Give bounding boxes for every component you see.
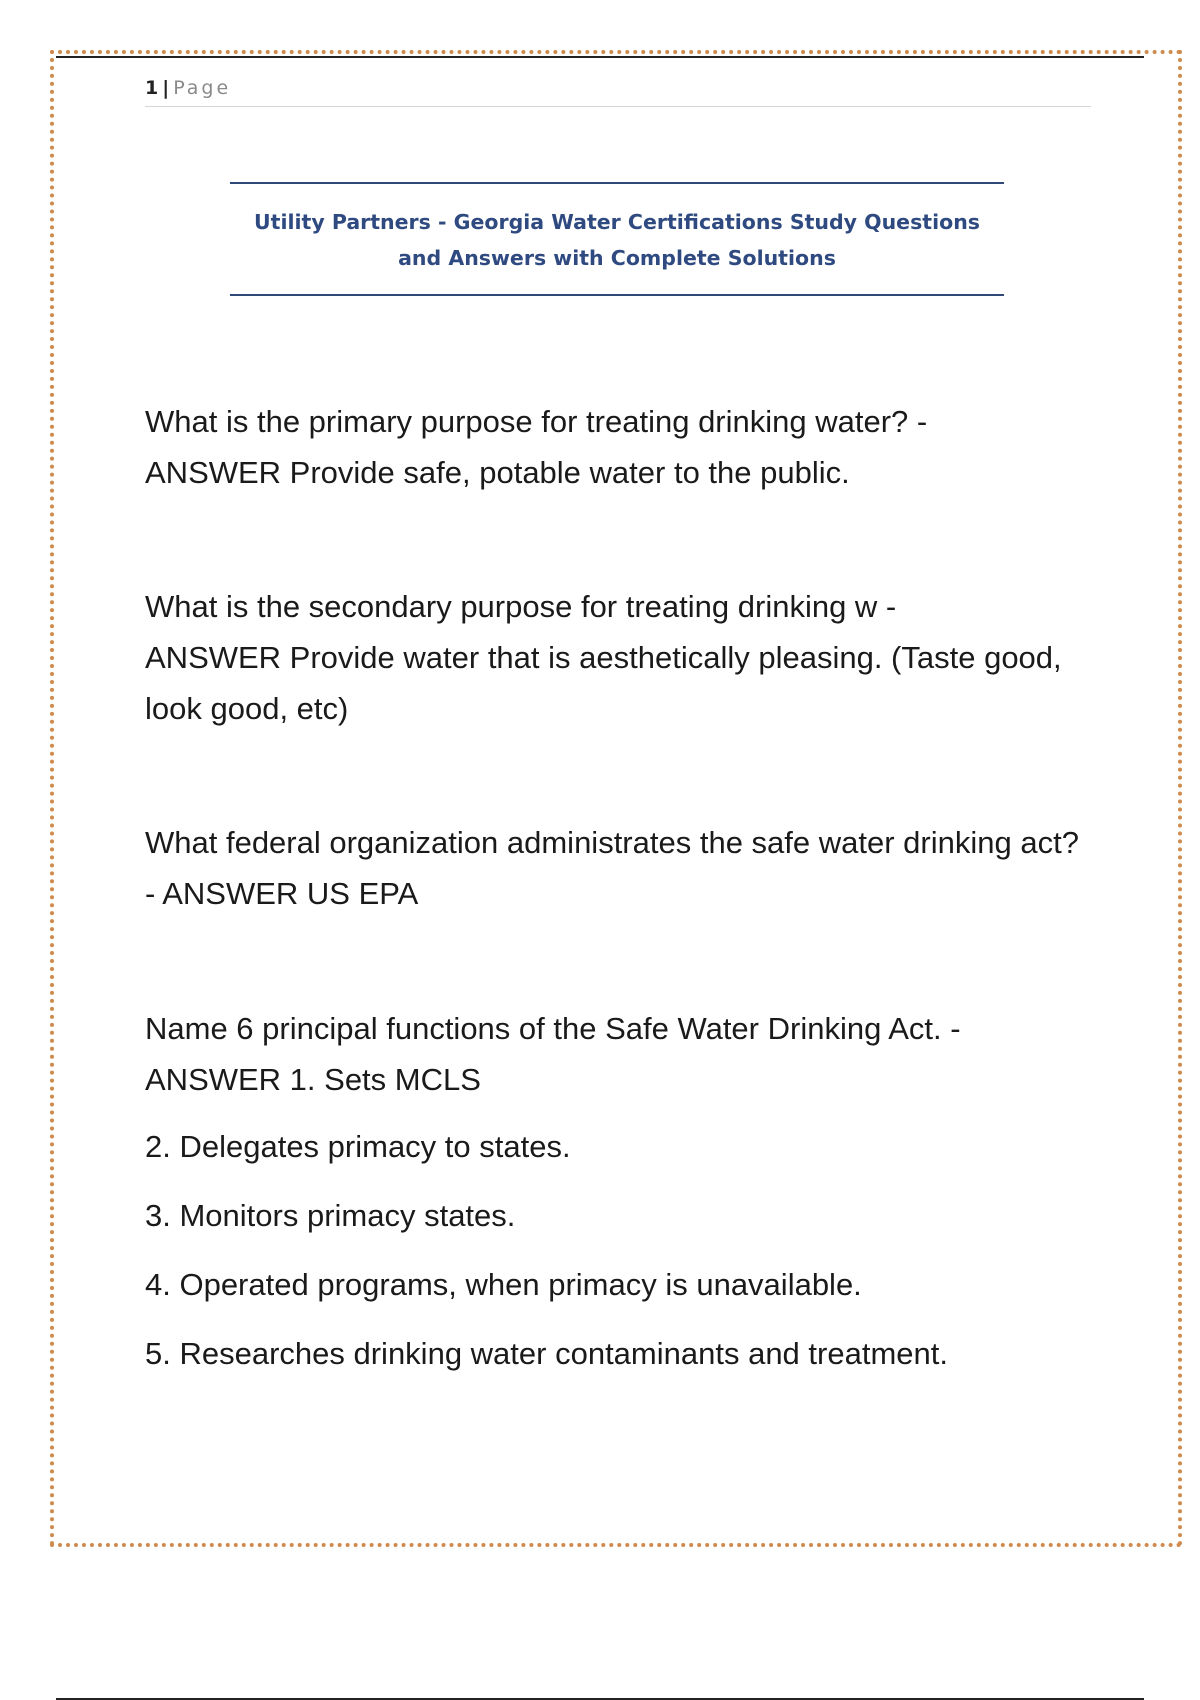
question-text: What federal organization administrates the safe water drinking act? - (145, 825, 1079, 911)
qa-content (145, 396, 1095, 1379)
title-line-1: Utility Partners - Georgia Water Certifications Study Questions (254, 210, 980, 234)
qa-item-3 (145, 817, 1095, 919)
list-item: 5. Researches drinking water contaminants and treatment. (145, 1336, 948, 1371)
question-text: What is the secondary purpose for treating drinking w - (145, 589, 897, 624)
document-title (230, 182, 1004, 296)
qa-item-2 (145, 581, 1095, 734)
qa-item-1 (145, 396, 1095, 498)
top-divider (56, 56, 1144, 58)
answer-text: ANSWER US EPA (162, 876, 419, 911)
page-label: Page (173, 77, 232, 99)
page-number: 1 (145, 77, 159, 99)
page-separator: | (162, 77, 170, 99)
answer-text: ANSWER Provide safe, potable water to the public. (145, 455, 850, 490)
list-item: 4. Operated programs, when primacy is unavailable. (145, 1267, 862, 1302)
answer-text: ANSWER 1. Sets MCLS (145, 1062, 481, 1097)
title-line-2: and Answers with Complete Solutions (398, 246, 836, 270)
qa-item-4 (145, 1003, 1095, 1105)
question-text: What is the primary purpose for treating drinking water? - (145, 404, 928, 439)
page-header (145, 74, 1091, 107)
answer-text: ANSWER Provide water that is aesthetically pleasing. (Taste good, look good, etc) (145, 640, 1062, 726)
list-item: 2. Delegates primacy to states. (145, 1129, 571, 1164)
question-text: Name 6 principal functions of the Safe Water Drinking Act. - (145, 1011, 961, 1046)
list-item: 3. Monitors primacy states. (145, 1198, 516, 1233)
